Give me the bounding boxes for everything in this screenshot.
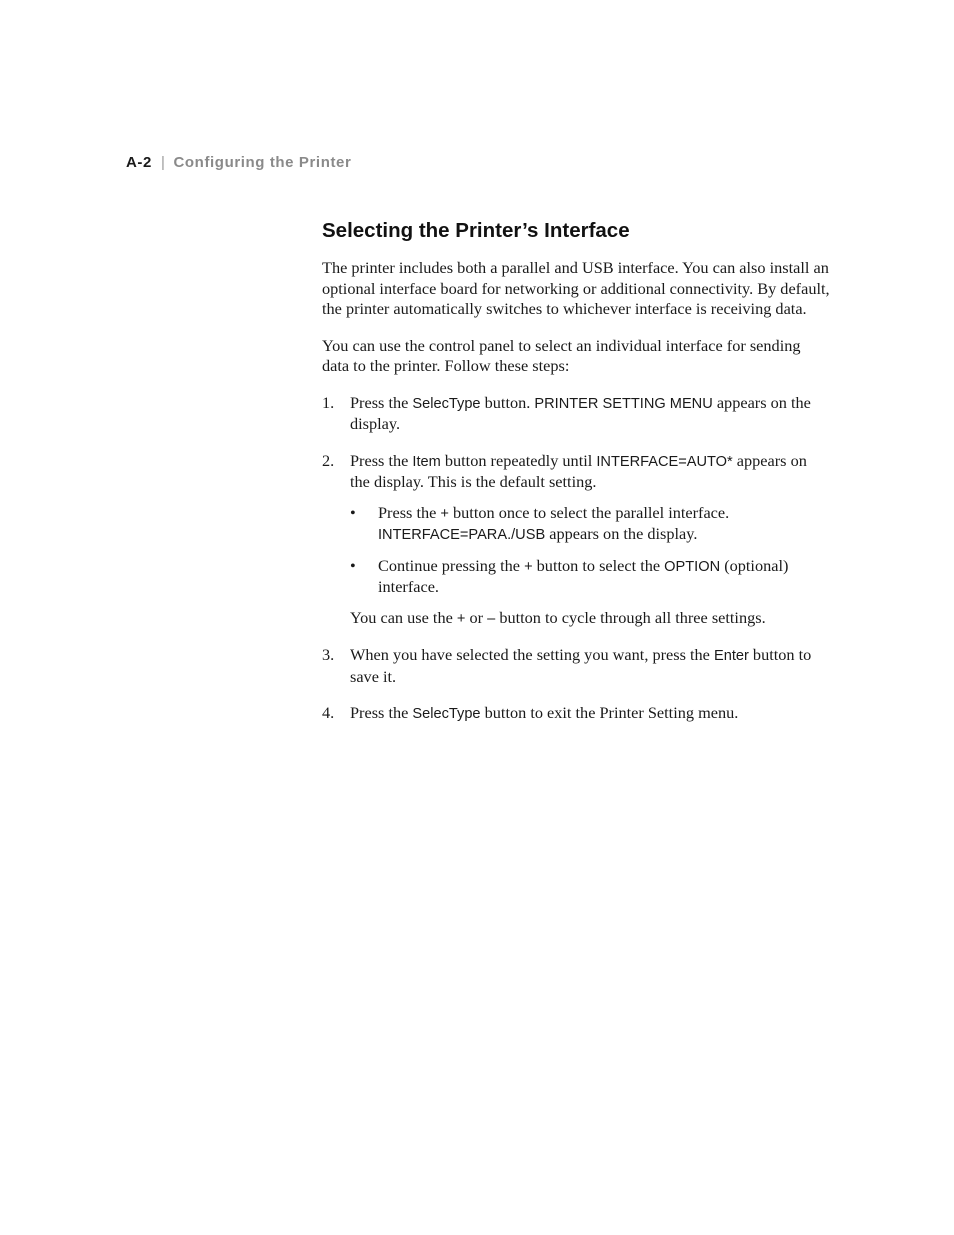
key-label: Enter xyxy=(713,648,749,664)
bullet-text: button once to select the parallel interface. xyxy=(448,502,730,522)
bullet-mark: • xyxy=(350,502,356,522)
step-item xyxy=(322,703,830,725)
key-label: + xyxy=(456,610,466,627)
bullet-text: Press the xyxy=(378,502,441,522)
step-item xyxy=(322,393,830,435)
step-note xyxy=(350,608,830,630)
step-number: 1. xyxy=(322,392,335,412)
key-label: Item xyxy=(412,453,441,470)
page-number: A-2 xyxy=(126,154,152,171)
display-message: PRINTER SETTING MENU xyxy=(534,395,713,412)
key-label: + xyxy=(440,505,449,522)
step-text: Press the xyxy=(350,392,413,412)
step-text: button. xyxy=(480,392,535,412)
bullet-item xyxy=(350,503,830,546)
key-label: SelecType xyxy=(412,706,481,722)
step-number: 2. xyxy=(322,450,335,470)
step-item xyxy=(322,645,830,687)
key-label: – xyxy=(487,610,496,627)
step-text: Press the xyxy=(350,450,413,470)
step-text: button repeatedly until xyxy=(440,450,597,470)
bullet-text: Continue pressing the xyxy=(378,555,525,575)
bullet-mark: • xyxy=(350,555,356,575)
step-text: When you have selected the setting you want, press the xyxy=(350,645,714,664)
steps-list xyxy=(322,393,830,725)
display-message: INTERFACE=PARA./USB xyxy=(378,527,546,543)
key-label: + xyxy=(524,558,533,575)
step-text: appears on the display. This is the default setting. xyxy=(350,450,807,491)
chapter-title: Configuring the Printer xyxy=(173,154,352,171)
step-text: button to save it. xyxy=(350,645,812,686)
note-text: button to cycle through all three settings. xyxy=(495,607,766,627)
bullet-item xyxy=(350,556,830,598)
step-text: Press the xyxy=(350,703,413,722)
step-text: button to exit the Printer Setting menu. xyxy=(480,703,739,722)
note-text: You can use the xyxy=(350,607,457,627)
step-number: 3. xyxy=(322,645,335,664)
intro-paragraph-1: The printer includes both a parallel and USB interface. You can also install an optional interface board for networking or additional connectivity. By default, the printer automatically switches to whichever interface is receiving data. xyxy=(322,258,830,318)
bullet-text: appears on the display. xyxy=(545,524,698,543)
main-content xyxy=(322,218,830,741)
bullet-list xyxy=(350,503,830,598)
bullet-text: button to select the xyxy=(532,555,665,575)
header-separator: | xyxy=(160,154,166,171)
intro-paragraph-2: You can use the control panel to select an individual interface for sending data to the printer. Follow these steps: xyxy=(322,335,801,375)
running-header xyxy=(126,154,351,171)
step-text: appears on the display. xyxy=(350,392,811,433)
note-text: or xyxy=(465,607,488,627)
key-label: SelecType xyxy=(412,395,481,412)
bullet-text: (optional) interface. xyxy=(378,555,789,596)
display-message: INTERFACE=AUTO* xyxy=(596,453,733,470)
step-number: 4. xyxy=(322,703,335,722)
step-item xyxy=(322,451,830,630)
section-heading: Selecting the Printer’s Interface xyxy=(322,219,630,242)
display-message: OPTION xyxy=(664,558,721,575)
